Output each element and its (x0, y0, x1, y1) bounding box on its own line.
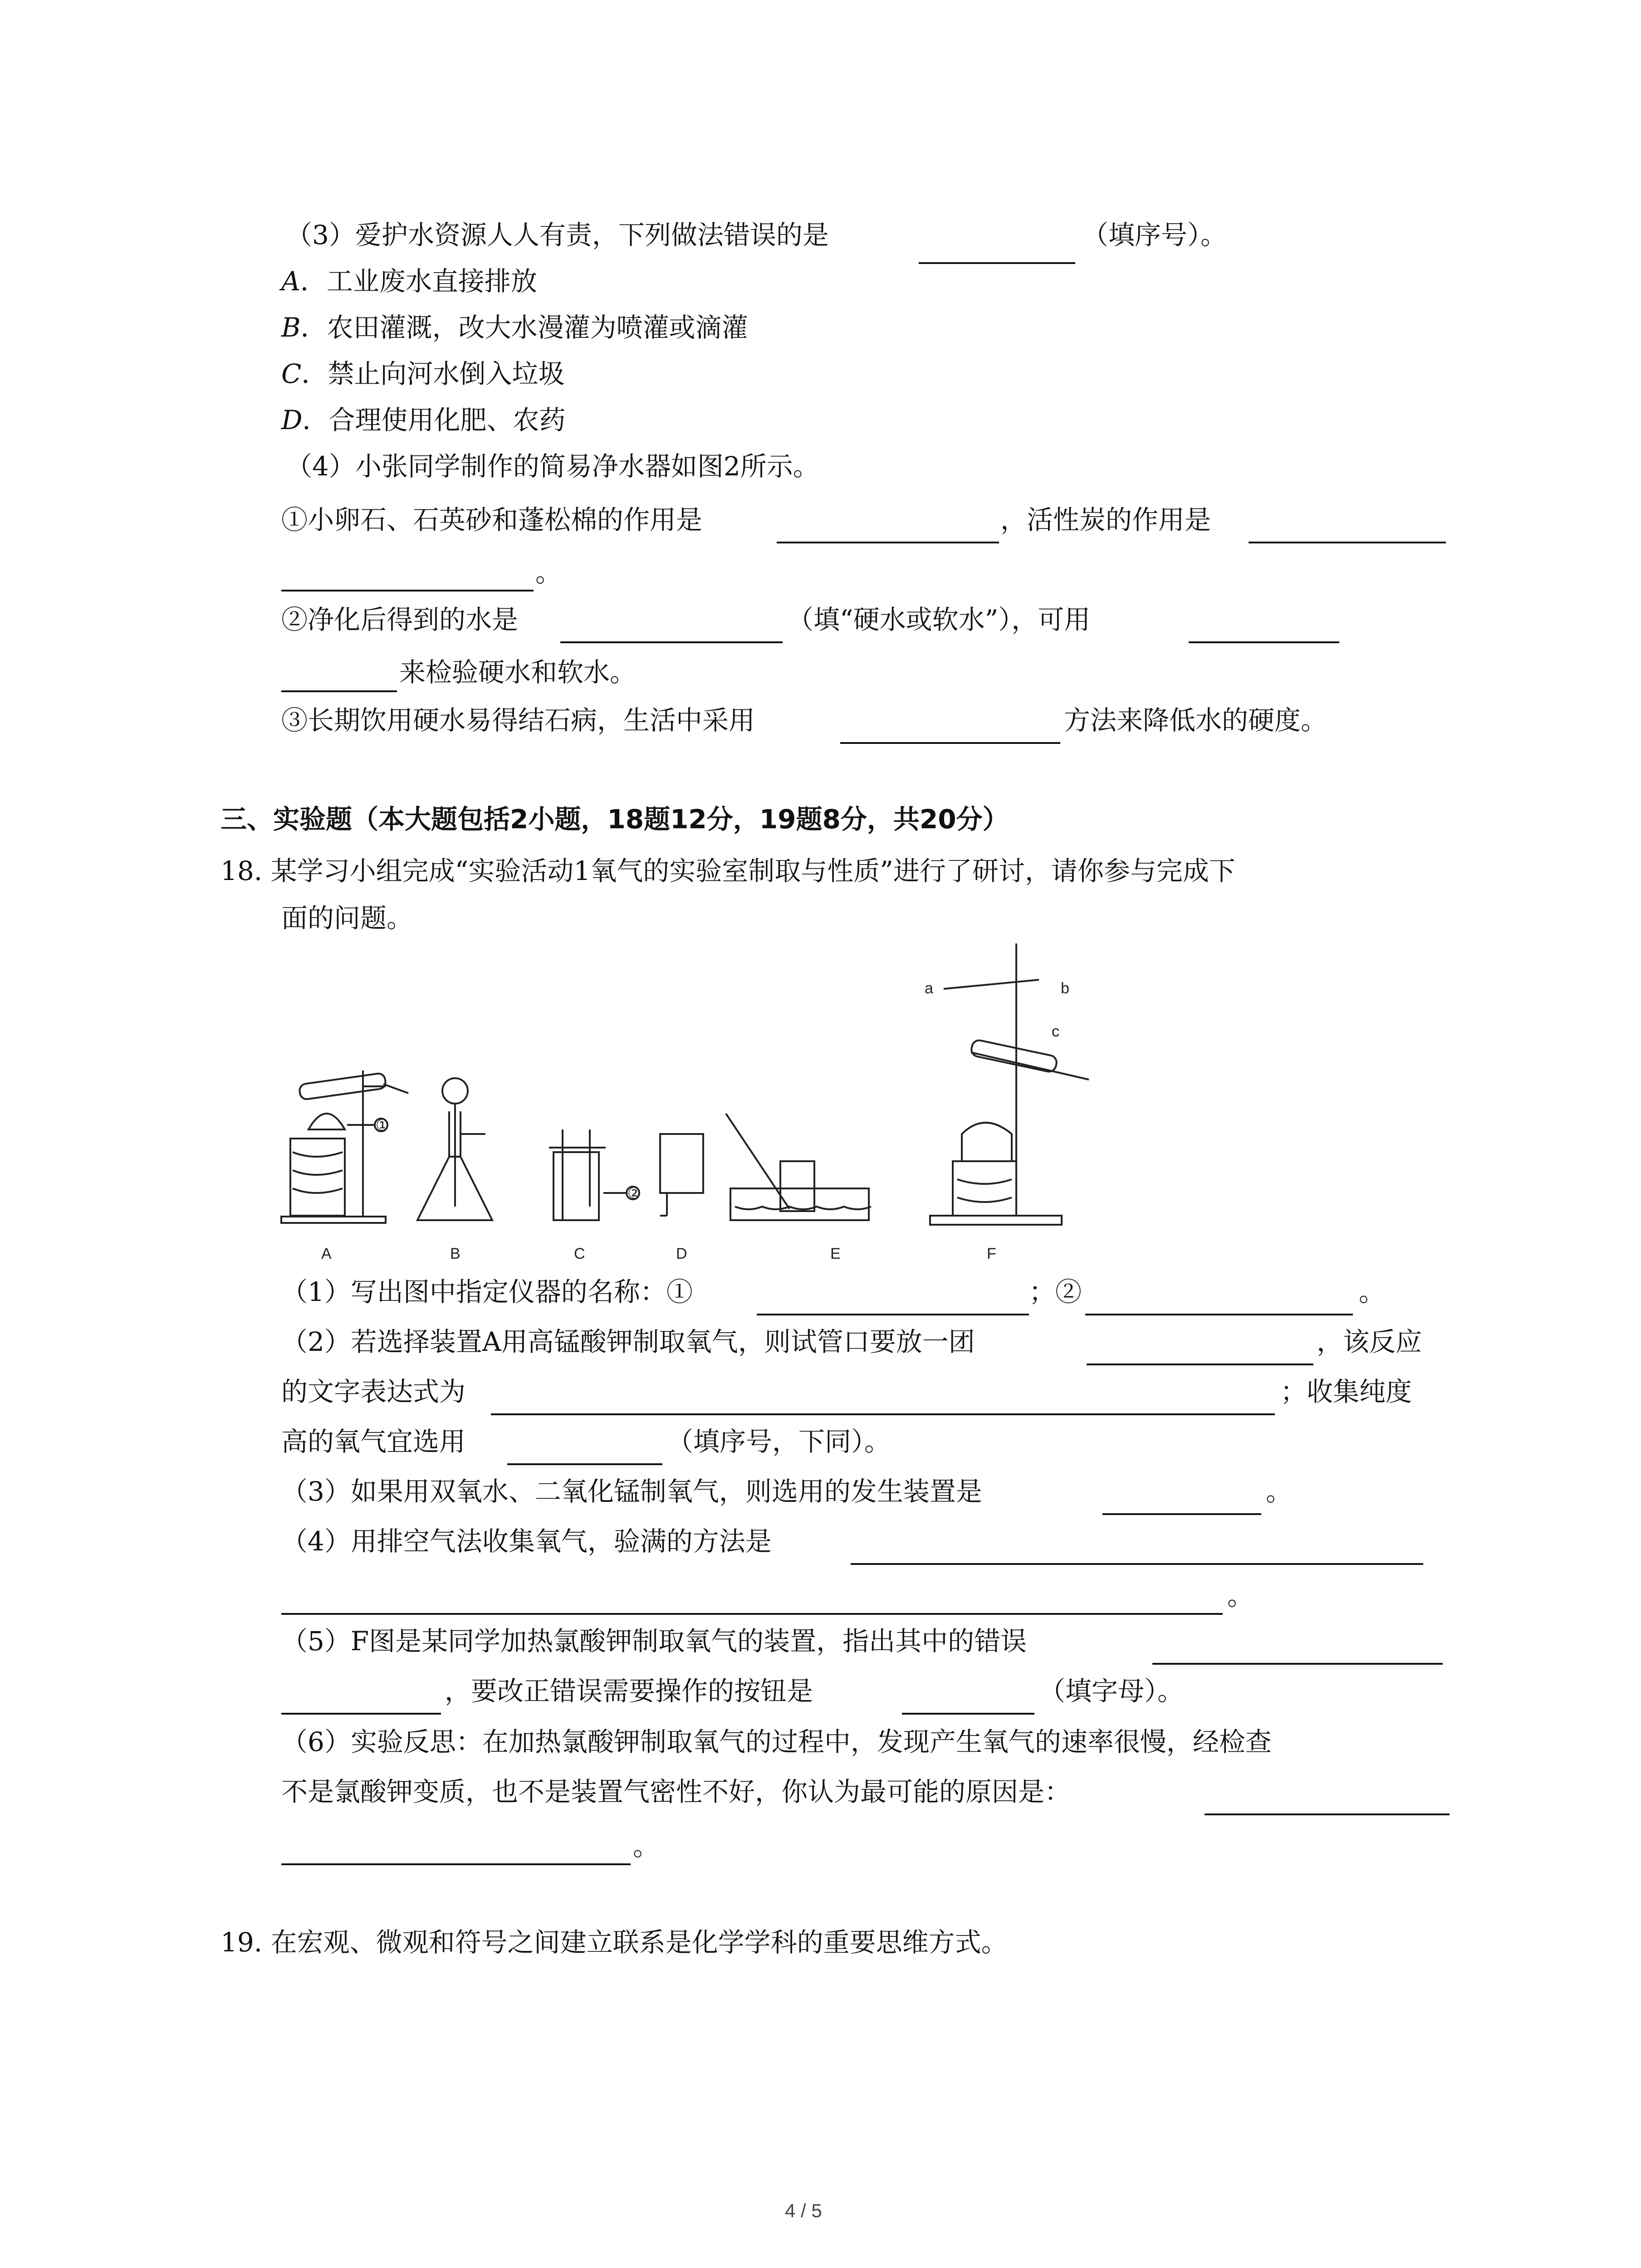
option-d: D．合理使用化肥、农药 (281, 405, 566, 435)
q18-s4-end: 。 (1227, 1580, 1254, 1611)
q17-4-p1-mid: ，活性炭的作用是 (1000, 504, 1211, 535)
label-b: B (450, 1245, 460, 1262)
label-knob-a: a (925, 980, 933, 997)
answer-blank[interactable] (507, 1463, 662, 1465)
q18-s5: （5）F图是某同学加热氯酸钾制取氧气的装置，指出其中的错误 (281, 1626, 1027, 1657)
answer-blank[interactable] (840, 742, 1060, 744)
answer-blank[interactable] (1205, 1813, 1450, 1815)
answer-blank[interactable] (281, 1613, 1223, 1615)
answer-blank[interactable] (757, 1314, 1029, 1315)
q17-4-stem: （4）小张同学制作的简易净水器如图2所示。 (286, 451, 819, 482)
q17-3-stem: （3）爱护水资源人人有责，下列做法错误的是 (286, 220, 829, 250)
answer-blank[interactable] (1249, 542, 1446, 543)
q17-4-p3: ③长期饮用硬水易得结石病，生活中采用 (281, 705, 755, 736)
label-a: A (321, 1245, 332, 1262)
answer-blank[interactable] (902, 1713, 1034, 1715)
q18-s5-c: （填字母）。 (1039, 1676, 1184, 1706)
answer-blank[interactable] (281, 690, 397, 692)
q18-stem: 18. 某学习小组完成“实验活动1氧气的实验室制取与性质”进行了研讨，请你参与完成下 (220, 855, 1235, 886)
q18-s2-f: （填序号，下同）。 (667, 1426, 891, 1457)
option-a: A．工业废水直接排放 (281, 266, 537, 297)
q17-4-p3-end: 方法来降低水的硬度。 (1064, 705, 1327, 736)
q19-stem: 19. 在宏观、微观和符号之间建立联系是化学学科的重要思维方式。 (220, 1927, 1008, 1958)
label-e: E (830, 1245, 841, 1262)
q18-s2-b: ，该反应 (1317, 1326, 1422, 1357)
q17-4-p2-end: 来检验硬水和软水。 (399, 657, 637, 688)
q18-s2-e: 高的氧气宜选用 (281, 1426, 466, 1457)
q18-s1-mid: ；② (1029, 1276, 1082, 1307)
label-f: F (987, 1245, 996, 1262)
section-heading: 三、实验题（本大题包括2小题，18题12分，19题8分，共20分） (220, 804, 1009, 835)
answer-blank[interactable] (1087, 1364, 1313, 1365)
marker-2: ② (627, 1185, 642, 1202)
q17-3-stem-end: （填序号）。 (1082, 220, 1227, 250)
page-number: 4 / 5 (785, 2200, 822, 2221)
label-c: C (574, 1245, 585, 1262)
answer-blank[interactable] (281, 590, 534, 591)
q18-s2: （2）若选择装置A用高锰酸钾制取氧气，则试管口要放一团 (281, 1326, 975, 1357)
q18-s6-end: 。 (633, 1831, 660, 1862)
q18-s3: （3）如果用双氧水、二氧化锰制氧气，则选用的发生装置是 (281, 1476, 982, 1507)
answer-blank[interactable] (777, 542, 999, 543)
q17-4-p2-mid: （填“硬水或软水”），可用 (787, 604, 1091, 635)
q18-s6: （6）实验反思：在加热氯酸钾制取氧气的过程中，发现产生氧气的速率很慢，经检查 (281, 1726, 1272, 1757)
answer-blank[interactable] (281, 1713, 441, 1715)
q18-s1-end: 。 (1359, 1276, 1386, 1307)
q17-4-p2: ②净化后得到的水是 (281, 604, 519, 635)
label-knob-c: c (1052, 1023, 1059, 1040)
q18-s1: （1）写出图中指定仪器的名称：① (281, 1276, 693, 1307)
label-knob-b: b (1061, 980, 1069, 997)
label-d: D (676, 1245, 687, 1262)
answer-blank[interactable] (851, 1563, 1423, 1565)
q18-s5-b: ，要改正错误需要操作的按钮是 (445, 1676, 813, 1706)
q17-4-p1-end: 。 (535, 557, 562, 588)
answer-blank[interactable] (1085, 1314, 1353, 1315)
q18-s3-end: 。 (1266, 1476, 1293, 1507)
answer-blank[interactable] (1152, 1663, 1443, 1665)
q18-stem-cont: 面的问题。 (281, 903, 413, 934)
q18-s6-b: 不是氯酸钾变质，也不是装置气密性不好，你认为最可能的原因是： (281, 1776, 1071, 1807)
q17-4-p1: ①小卵石、石英砂和蓬松棉的作用是 (281, 504, 703, 535)
stand-base-a (281, 1217, 386, 1223)
answer-blank[interactable] (281, 1863, 631, 1865)
q18-s2-c: 的文字表达式为 (281, 1376, 466, 1407)
answer-blank[interactable] (1102, 1513, 1261, 1515)
answer-blank[interactable] (560, 641, 783, 643)
marker-1: ① (376, 1117, 390, 1134)
answer-blank[interactable] (1189, 641, 1339, 643)
answer-blank[interactable] (491, 1413, 1275, 1415)
option-c: C．禁止向河水倒入垃圾 (281, 358, 565, 389)
answer-blank[interactable] (919, 262, 1075, 264)
q18-s2-d: ；收集纯度 (1280, 1376, 1412, 1407)
option-b: B．农田灌溉，改大水漫灌为喷灌或滴灌 (281, 312, 748, 343)
q18-s4: （4）用排空气法收集氧气，验满的方法是 (281, 1526, 772, 1557)
lab-apparatus-figure (272, 934, 1098, 1270)
